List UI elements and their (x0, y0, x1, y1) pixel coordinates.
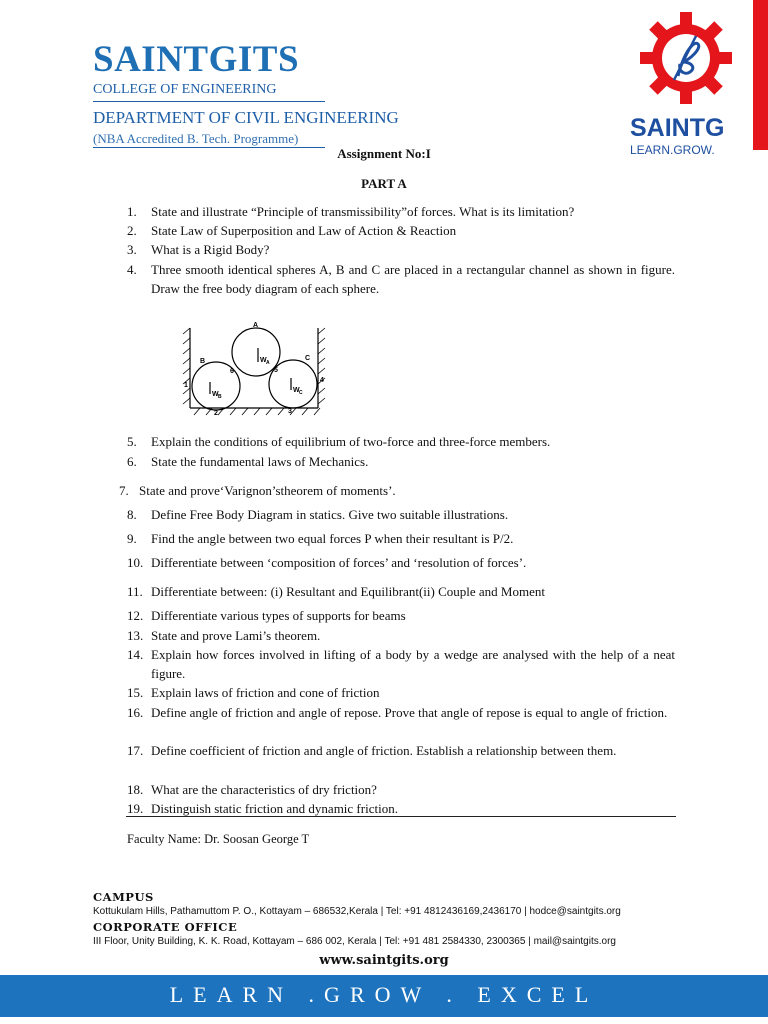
question-number: 13. (127, 628, 144, 643)
question-text: State the fundamental laws of Mechanics. (151, 454, 369, 469)
red-accent-bar (753, 0, 768, 150)
label-3: 3 (288, 408, 292, 415)
question-number: 14. (127, 647, 144, 662)
label-wa: W (260, 357, 267, 364)
question-text: State and prove Lami’s theorem. (151, 628, 321, 643)
questions-divider (126, 816, 676, 817)
label-5: 5 (274, 367, 278, 374)
footer-tagline: LEARN .GROW . EXCEL (169, 982, 599, 1007)
question-number: 16. (127, 705, 144, 720)
saintgits-logo (620, 8, 750, 158)
question-text: State and illustrate “Principle of transmissibility”of forces. What is its limitation? (151, 204, 575, 219)
question-text: Differentiate various types of supports for beams (151, 608, 406, 623)
question-number: 1. (127, 204, 137, 219)
department-name: DEPARTMENT OF CIVIL ENGINEERING (93, 108, 399, 127)
question-number: 3. (127, 242, 137, 257)
label-6: 6 (230, 368, 234, 375)
question-text: Define Free Body Diagram in statics. Give two suitable illustrations. (151, 507, 509, 522)
question-text: Find the angle between two equal forces P when their resultant is P/2. (151, 531, 514, 546)
label-4: 4 (320, 377, 324, 384)
label-2: 2 (214, 410, 218, 417)
question-number: 9. (127, 531, 137, 546)
question-number: 2. (127, 223, 137, 238)
question-text: Explain laws of friction and cone of friction (151, 685, 380, 700)
label-1: 1 (184, 382, 188, 389)
question-text: Differentiate between: (i) Resultant and Equilibrant(ii) Couple and Moment (151, 584, 545, 599)
assignment-title: Assignment No:I (337, 146, 431, 161)
label-wc-sub: C (299, 390, 303, 396)
logo-wordmark: SAINTG (630, 114, 725, 142)
question-number: 4. (127, 262, 137, 277)
question-text: Explain the conditions of equilibrium of two-force and three-force members. (151, 434, 551, 449)
question-number: 19. (127, 801, 144, 816)
label-a: A (253, 322, 259, 329)
faculty-name: Faculty Name: Dr. Soosan George T (127, 832, 310, 846)
question-number: 6. (127, 454, 137, 469)
label-b: B (200, 358, 206, 365)
question-number: 7. (119, 483, 129, 498)
label-wa-sub: A (266, 360, 270, 366)
corporate-address: III Floor, Unity Building, K. K. Road, Kottayam – 686 002, Kerala | Tel: +91 481 2584330, 2300365 | mail@saintgits.org (93, 936, 616, 947)
website-link[interactable]: www.saintgits.org (319, 953, 449, 968)
spheres-channel-figure (180, 320, 330, 418)
question-number: 12. (127, 608, 144, 623)
header-divider (93, 101, 325, 102)
question-number: 18. (127, 782, 144, 797)
question-number: 8. (127, 507, 137, 522)
logo-tagline: LEARN.GROW. (630, 143, 715, 157)
label-c: C (305, 355, 311, 362)
question-text: Three smooth identical spheres A, B and C are placed in a rectangular channel as shown in figure. Draw the free body diagram of each sphere. (151, 262, 675, 296)
question-text: Explain how forces involved in lifting of a body by a wedge are analysed with the help of a neat figure. (151, 647, 675, 681)
label-wb-sub: B (218, 394, 222, 400)
campus-heading: CAMPUS (93, 890, 154, 904)
college-name: COLLEGE OF ENGINEERING (93, 82, 277, 97)
question-text: State and prove‘Varignon’stheorem of moments’. (139, 483, 396, 498)
question-number: 15. (127, 685, 144, 700)
question-number: 11. (127, 584, 143, 599)
question-text: State Law of Superposition and Law of Action & Reaction (151, 223, 457, 238)
label-wc: W (293, 387, 300, 394)
question-number: 17. (127, 743, 144, 758)
question-number: 5. (127, 434, 137, 449)
label-wb: W (212, 391, 219, 398)
sphere-a (232, 328, 280, 376)
part-heading: PART A (361, 176, 407, 191)
question-text: What is a Rigid Body? (151, 242, 270, 257)
question-text: Distinguish static friction and dynamic friction. (151, 801, 398, 816)
question-text: Define coefficient of friction and angle of friction. Establish a relationship between them. (151, 743, 617, 758)
accreditation-note: (NBA Accredited B. Tech. Programme) (93, 131, 299, 146)
question-text: Define angle of friction and angle of repose. Prove that angle of repose is equal to angle of friction. (151, 705, 668, 720)
campus-address: Kottukulam Hills, Pathamuttom P. O., Kottayam – 686532,Kerala | Tel: +91 4812436169,2436170 | hodce@saintgits.org (93, 906, 621, 917)
question-text: Differentiate between ‘composition of forces’ and ‘resolution of forces’. (151, 555, 527, 570)
question-number: 10. (127, 555, 144, 570)
brand-name: SAINTGITS (93, 39, 300, 80)
corporate-heading: CORPORATE OFFICE (93, 920, 238, 934)
question-text: What are the characteristics of dry friction? (151, 782, 377, 797)
